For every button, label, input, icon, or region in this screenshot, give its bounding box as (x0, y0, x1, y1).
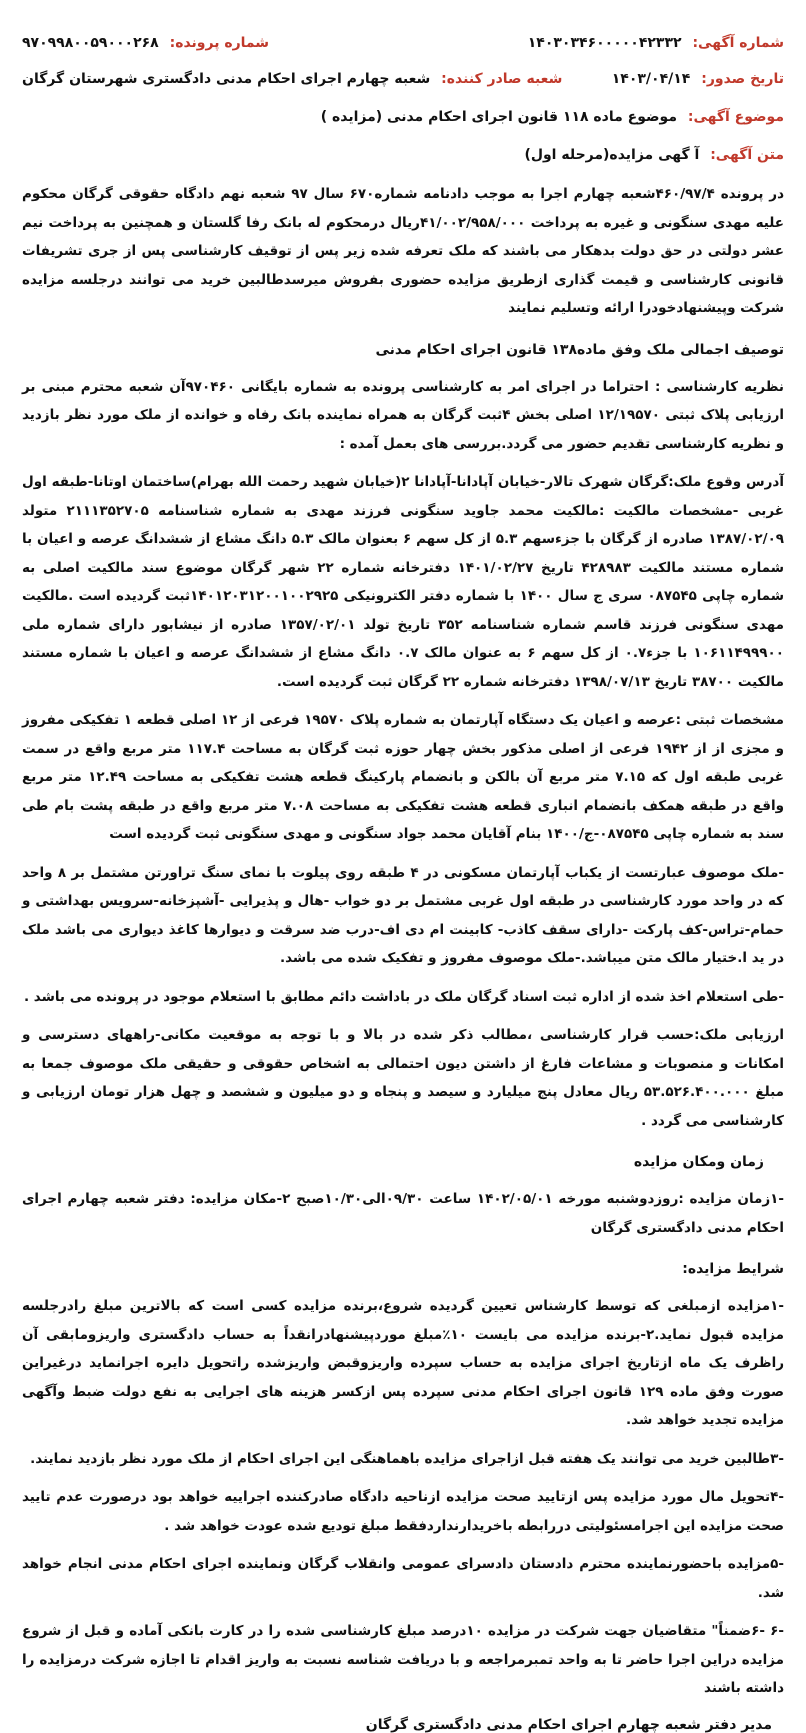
issue-date-value: ۱۴۰۳/۰۴/۱۴ (611, 71, 691, 87)
auction-time-place-heading: زمان ومکان مزایده (633, 1154, 764, 1170)
expert-opinion-paragraph: نظریه کارشناسی : احتراما در اجرای امر به کارشناسی پرونده به شماره بایگانی ۹۷۰۴۶۰آن شعبه محترم مبنی بر ارزیابی پلاک ثبتی ۱۲/۱۹۵۷۰ اصلی بخش ۴ثبت گرگان به همراه نماینده بانک رفاه و خوانده از ملک مورد نظر بازدید و نظریه کارشناسی تقدیم حضور می گردد.بررسی های بعمل آمده : (22, 378, 784, 452)
auction-time-place-paragraph: -۱زمان مزایده :روزدوشنبه مورخه ۱۴۰۲/۰۵/۰۱ ساعت ۰۹/۳۰الی۱۰/۳۰صبح ۲-مکان مزایده: دفتر شعبه چهارم اجرای احکام مدنی دادگستری گرگان (22, 1191, 784, 1236)
condition-3-paragraph: -۳طالبین خرید می توانند یک هفته قبل ازاجرای مزایده باهماهنگی این اجرای احکام از ملک مورد نظر بازدید نمایند. (30, 1450, 784, 1467)
condition-4-paragraph: -۴تحویل مال مورد مزایده پس ازتایید صحت مزایده ازناحیه دادگاه صادرکننده اجراییه خواهد بود درصورت عدم تایید صحت مزایده این اجرامسئولیتی دررابطه باخریدارنداردفقط مبلغ تودیع شده عودت خواهد شد . (22, 1489, 784, 1534)
auction-conditions-heading: شرایط مزایده: (682, 1261, 784, 1277)
ad-number-value: ۱۴۰۳۰۳۴۶۰۰۰۰۰۴۲۳۳۲ (527, 35, 682, 51)
issue-date (612, 66, 784, 92)
issuing-branch-value: شعبه چهارم اجرای احکام مدنی دادگستری شهرستان گرگان (22, 71, 431, 87)
address-ownership-paragraph: آدرس وقوع ملک:گرگان شهرک تالار-خیابان آپادانا-آپادانا ۲(خیابان شهید رحمت الله بهرام)ساختمان اوتانا-طبقه اول غربی -مشخصات مالکیت :مالکیت محمد جاوید سنگونی فرزند مهدی به شماره شناسنامه ۲۱۱۱۳۵۲۷۰۵ متولد ۱۳۸۷/۰۲/۰۹ صادره از گرگان با جزءسهم ۵.۳ از کل سهم ۶ بعنوان مالک ۵.۳ دانگ مشاع از ششدانگ عرصه و اعیان با شماره مستند مالکیت ۴۲۸۹۸۳ تاریخ ۱۴۰۱/۰۲/۲۷ دفترخانه شماره ۲۲ شهر گرگان موضوع سند مالکیت اصلی به شماره چاپی ۰۸۷۵۴۵ سری ج سال ۱۴۰۰ با شماره دفتر الکترونیکی ۱۴۰۱۲۰۳۱۲۰۰۱۰۰۲۹۲۵ثبت گردیده است .مالکیت مهدی سنگونی فرزند قاسم شماره شناسنامه ۳۵۲ تاریخ تولد ۱۳۵۷/۰۲/۰۱ صادره از نیشابور دارای شماره ملی ۱۰۶۱۱۴۹۹۹۰۰ با جزء۰.۷ از کل سهم ۶ به عنوان مالک ۰.۷ دانگ مشاع از ششدانگ عرصه و اعیان با شماره مستند مالکیت ۳۸۷۰۰ تاریخ ۱۳۹۸/۰۷/۱۳ دفترخانه شماره ۲۲ گرگان ثبت گردیده است. (22, 474, 785, 690)
ad-number (528, 30, 784, 56)
ad-text-value: آ گهی مزایده(مرحله اول) (524, 147, 700, 163)
case-number (22, 30, 269, 56)
registration-details-paragraph: مشخصات ثبتی :عرصه و اعیان یک دستگاه آپارتمان به شماره پلاک ۱۹۵۷۰ فرعی از ۱۲ اصلی قطعه ۱ تفکیکی مفروز و مجزی از از ۱۹۴۲ فرعی از اصلی مذکور بخش چهار حوزه ثبت گرگان به مساحت ۱۱۷.۴ متر مربع واقع در سمت غربی طبقه اول که ۷.۱۵ متر مربع آن بالکن و بانضمام پارکینگ قطعه هشت تفکیکی به مساحت ۱۲.۴۹ متر مربع واقع در طبقه همکف بانضمام انباری قطعه هشت تفکیکی به مساحت ۷.۰۸ متر مربع واقع در طبقه پشت بام طی سند به شماره چاپی ۰۸۷۵۴۵-ج/۱۴۰۰ بنام آقایان محمد جواد سنگونی و مهدی سنگونی ثبت گردیده است (22, 712, 785, 842)
case-number-value: ۹۷۰۹۹۸۰۰۵۹۰۰۰۲۶۸ (22, 35, 159, 51)
issue-date-label: تاریخ صدور: (701, 71, 784, 87)
registry-inquiry-paragraph: -طی استعلام اخذ شده از اداره ثبت اسناد گرگان ملک در باداشت دائم مطابق با استعلام موجود در پرونده می باشد . (23, 988, 784, 1005)
subject-label: موضوع آگهی: (687, 109, 784, 125)
issuing-branch-label: شعبه صادر کننده: (441, 71, 563, 87)
condition-6-paragraph: -۶ -۶ضمناً" متقاضیان جهت شرکت در مزایده ۱۰درصد مبلغ کارشناسی شده را در کارت بانکی آماده و قبل از شروع مزایده دراین اجرا حاضر تا به واحد تمبرمراجعه و با دریافت شناسه نسبت به واریز اقدام تا اجازه شرکت درمزایده را داشته باشند (22, 1623, 784, 1696)
issuing-branch (22, 66, 562, 92)
header-row-2 (22, 66, 784, 92)
property-features-paragraph: -ملک موصوف عبارتست از یکباب آپارتمان مسکونی در ۴ طبقه روی پیلوت با نمای سنگ تراورتن مشتمل بر ۸ واحد که در واحد مورد کارشناسی در طبقه اول غربی مشتمل بر دو خواب -هال و پذیرایی -آشپزخانه-سرویس بهداشتی و حمام-تراس-کف پارکت -دارای سقف کاذب- کابینت ام دی اف-درب ضد سرقت و دیوارها کاغذ دیواری می باشد ملک در ید ا.ختیار مالک متن میباشد.-ملک موصوف مفروز و تفکیک شده می باشد. (22, 864, 784, 966)
header-row-1 (22, 30, 784, 56)
condition-5-paragraph: -۵مزایده باحضورنماینده محترم دادستان دادسرای عمومی وانقلاب گرگان ونماینده اجرای احکام مدنی انجام خواهد شد. (22, 1556, 784, 1601)
ad-text-label: متن آگهی: (710, 147, 784, 163)
condition-1-2-paragraph: -۱مزایده ازمبلغی که توسط کارشناس تعیین گردیده شروع،برنده مزایده کسی است که بالاترین مبلغ رادرجلسه مزایده قبول نماید.۲-برنده مزایده می بایست ۱۰٪مبلغ موردپیشنهادرانقداً به حساب دادگستری واریزومابقی آن راظرف یک ماه ازتاریخ اجرای مزایده به حساب سپرده واریزوقبض واریزشده راتحویل دایره اجرانماید درغیراین صورت وفق ماده ۱۲۹ قانون اجرای احکام مدنی سپرده پس ازکسر هزینه های اجرایی به نفع دولت ضبط وآگهی مزایده تجدید خواهد شد. (22, 1298, 784, 1428)
case-number-label: شماره پرونده: (169, 35, 270, 51)
valuation-paragraph: ارزیابی ملک:حسب قرار کارشناسی ،مطالب ذکر شده در بالا و با توجه به موقعیت مکانی-راههای دسترسی و امکانات و منصوبات و مشاعات فارغ از داشتن دیون احتمالی به اشخاص حقوقی و حقیقی ملک موصوف جمعا به مبلغ ۵۳.۵۲۶.۴۰۰.۰۰۰ ریال معادل پنج میلیارد و سیصد و پنجاه و دو میلیون و ششصد و چهل هزار تومان ارزیابی و کارشناسی می گردد . (22, 1027, 784, 1129)
intro-paragraph: در پرونده ۴۶۰/۹۷/۴شعبه چهارم اجرا به موجب دادنامه شماره۶۷۰ سال ۹۷ شعبه نهم دادگاه حقوقی گرگان محکوم علیه مهدی سنگونی و غیره به پرداخت ۴۱/۰۰۲/۹۵۸/۰۰۰ریال درمحکوم له بانک رفا گلستان و همچنین به پرداخت نیم عشر دولتی در حق دولت بدهکار می باشند که ملک تعرفه شده زیر پس از توقیف کارشناسی پس از جری تشریفات قانونی کارشناسی و قیمت گذاری ازطریق مزایده حضوری بفروش میرسدطالبین خرید می توانند درجلسه مزایده شرکت وپیشنهادخودرا ارائه وتسلیم نمایند (22, 186, 784, 316)
ad-number-label: شماره آگهی: (692, 35, 784, 51)
signature-line: مدیر دفتر شعبه چهارم اجرای احکام مدنی دادگستری گرگان (365, 1716, 772, 1733)
subject-value: موضوع ماده ۱۱۸ قانون اجرای احکام مدنی (مزایده ) (320, 109, 677, 125)
property-description-heading: توصیف اجمالی ملک وفق ماده۱۳۸ قانون اجرای احکام مدنی (375, 341, 784, 358)
ad-text-line (22, 142, 784, 168)
subject-line (22, 104, 784, 130)
